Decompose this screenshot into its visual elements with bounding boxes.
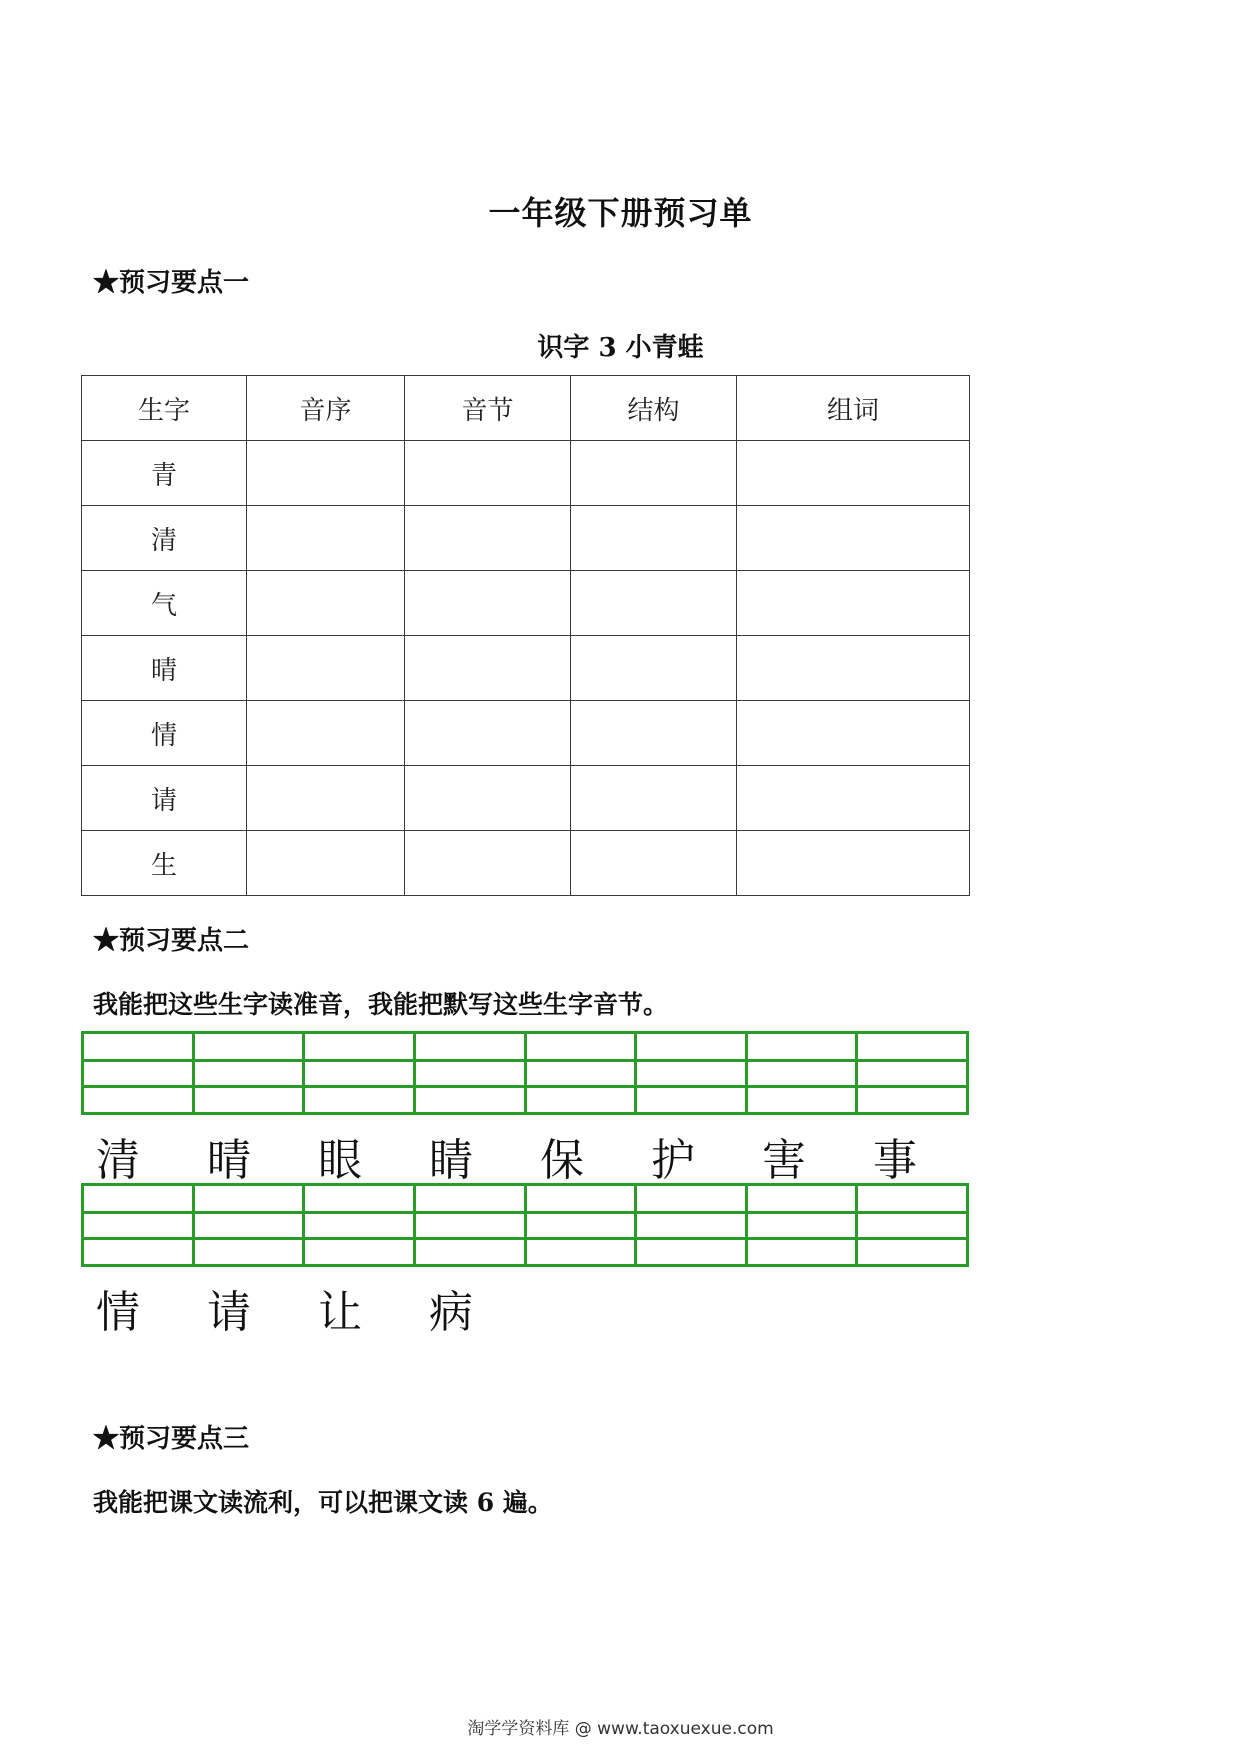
- section-heading-1: ★预习要点一: [93, 268, 250, 298]
- section3-instruction: 我能把课文读流利，可以把课文读 6 遍。: [93, 1488, 553, 1517]
- pinyin-writing-grid-2: [81, 1183, 969, 1267]
- pinyin-cell: [637, 1034, 748, 1112]
- practice-character: 睛: [429, 1135, 473, 1186]
- header-syllable: 音节: [405, 376, 571, 441]
- table-row: [82, 766, 970, 831]
- pinyin-cell: [305, 1034, 416, 1112]
- blank-cell: [405, 571, 571, 636]
- table-row: [82, 441, 970, 506]
- blank-cell: [405, 441, 571, 506]
- table-row: [82, 701, 970, 766]
- practice-character: 害: [762, 1135, 806, 1186]
- practice-character: 事: [873, 1135, 917, 1186]
- blank-cell: [247, 571, 405, 636]
- blank-cell: [405, 506, 571, 571]
- row-character: 青: [82, 441, 247, 506]
- blank-cell: [247, 506, 405, 571]
- blank-cell: [247, 701, 405, 766]
- blank-cell: [737, 441, 970, 506]
- blank-cell: [737, 701, 970, 766]
- blank-cell: [571, 506, 737, 571]
- row-character: 气: [82, 571, 247, 636]
- row-character: 生: [82, 831, 247, 896]
- blank-cell: [571, 766, 737, 831]
- row-character: 清: [82, 506, 247, 571]
- blank-cell: [405, 766, 571, 831]
- section-heading-2: ★预习要点二: [93, 926, 250, 956]
- blank-cell: [737, 766, 970, 831]
- footer-watermark: 淘学学资料库 @ www.taoxuexue.com: [467, 1719, 774, 1739]
- blank-cell: [405, 831, 571, 896]
- table-row: [82, 506, 970, 571]
- blank-cell: [247, 441, 405, 506]
- blank-cell: [247, 766, 405, 831]
- pinyin-cell: [84, 1034, 195, 1112]
- header-word: 组词: [737, 376, 970, 441]
- blank-cell: [405, 636, 571, 701]
- blank-cell: [737, 831, 970, 896]
- character-row-1: [81, 1124, 969, 1188]
- pinyin-cell: [527, 1186, 638, 1264]
- pinyin-cell: [527, 1034, 638, 1112]
- blank-cell: [571, 571, 737, 636]
- pinyin-cell: [858, 1186, 966, 1264]
- blank-cell: [571, 701, 737, 766]
- pinyin-cell: [858, 1034, 966, 1112]
- table-header-row: [82, 376, 970, 441]
- pinyin-cell: [416, 1034, 527, 1112]
- pinyin-cell: [195, 1034, 306, 1112]
- row-character: 请: [82, 766, 247, 831]
- blank-cell: [737, 506, 970, 571]
- practice-character: 眼: [318, 1135, 362, 1186]
- header-initial-letter: 音序: [247, 376, 405, 441]
- practice-character: 让: [318, 1287, 362, 1338]
- pinyin-cell: [84, 1186, 195, 1264]
- blank-cell: [571, 441, 737, 506]
- pinyin-cell: [305, 1186, 416, 1264]
- practice-character: 晴: [207, 1135, 251, 1186]
- section2-instruction: 我能把这些生字读准音，我能把默写这些生字音节。: [93, 990, 669, 1019]
- practice-character: 情: [96, 1287, 140, 1338]
- character-table: [81, 375, 970, 896]
- character-row-2: [81, 1276, 969, 1340]
- pinyin-cell: [416, 1186, 527, 1264]
- blank-cell: [247, 831, 405, 896]
- pinyin-cell: [637, 1186, 748, 1264]
- pinyin-cell: [195, 1186, 306, 1264]
- row-character: 晴: [82, 636, 247, 701]
- section-heading-3: ★预习要点三: [93, 1424, 250, 1454]
- pinyin-cell: [748, 1186, 859, 1264]
- blank-cell: [571, 831, 737, 896]
- header-character: 生字: [82, 376, 247, 441]
- page-title: 一年级下册预习单: [488, 194, 753, 232]
- blank-cell: [737, 571, 970, 636]
- practice-character: 清: [96, 1135, 140, 1186]
- table-row: [82, 636, 970, 701]
- blank-cell: [247, 636, 405, 701]
- blank-cell: [571, 636, 737, 701]
- table-row: [82, 831, 970, 896]
- lesson-title: 识字 3 小青蛙: [537, 333, 704, 363]
- practice-character: 护: [651, 1135, 695, 1186]
- pinyin-writing-grid-1: [81, 1031, 969, 1115]
- blank-cell: [405, 701, 571, 766]
- practice-character: 保: [540, 1135, 584, 1186]
- blank-cell: [737, 636, 970, 701]
- row-character: 情: [82, 701, 247, 766]
- header-structure: 结构: [571, 376, 737, 441]
- practice-character: 病: [429, 1287, 473, 1338]
- pinyin-cell: [748, 1034, 859, 1112]
- table-row: [82, 571, 970, 636]
- practice-character: 请: [207, 1287, 251, 1338]
